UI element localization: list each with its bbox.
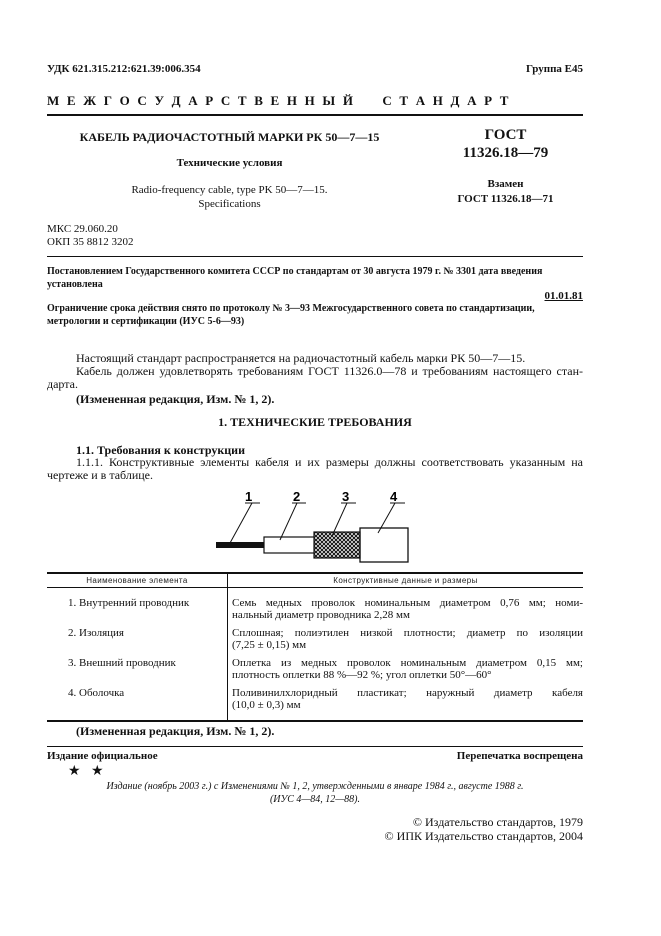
reprint-prohibited: Перепечатка воспрещена	[456, 750, 583, 762]
insulation-shape	[264, 537, 314, 553]
limitation-text: Ограничение срока действия снято по протоколу № 3—93 Межгосударственного совета по стандартизации,	[47, 303, 535, 314]
label-insulation: 2	[293, 489, 301, 504]
introduction-date: 01.01.81	[544, 290, 583, 302]
banner-rule	[47, 114, 583, 116]
limitation-text-end: метрологии и сертификации (ИУС 5-6—93)	[47, 316, 245, 327]
udk-code: УДК 621.315.212:621.39:006.354	[47, 63, 201, 75]
footer-rule	[47, 746, 583, 747]
table-bottom-rule	[47, 720, 583, 722]
label-jacket: 4	[390, 489, 398, 504]
table-row-3-line2: плотность оплетки 88 %—92 %; угол оплетки 50°—60°	[232, 669, 492, 681]
decree-text: Постановлением Государственного комитета СССР по стандартам от 30 августа 1979 г. № 3301 дата введения	[47, 266, 543, 277]
table-top-rule	[47, 572, 583, 574]
decree-text-end: установлена	[47, 279, 103, 290]
gost-number: 11326.18—79	[462, 145, 549, 161]
table-row-4-line2: (10,0 ± 0,3) мм	[232, 699, 301, 711]
edition-note: Издание (ноябрь 2003 г.) с Изменениями № 1, 2, утвержденными в январе 1984 г., августе 1988 г.	[106, 781, 524, 792]
mks-code: МКС 29.060.20	[47, 223, 118, 235]
copyright-2004: © ИПК Издательство стандартов, 2004	[384, 829, 583, 843]
table-row-2-line2: (7,25 ± 0,15) мм	[232, 639, 307, 651]
table-row-4-name: 4. Оболочка	[68, 687, 125, 699]
scope-paragraph: Настоящий стандарт распространяется на радиочастотный кабель марки РК 50—7—15.	[76, 351, 526, 365]
edition-note-ius: (ИУС 4—84, 12—88).	[269, 794, 361, 805]
standard-banner: М Е Ж Г О С У Д А Р С Т В Е Н Н Ы Й С Т А Н Д А Р Т	[47, 93, 511, 108]
document-title: КАБЕЛЬ РАДИОЧАСТОТНЫЙ МАРКИ РК 50—7—15	[79, 130, 380, 144]
table-row-1-line2: нальный диаметр проводника 2,28 мм	[232, 609, 410, 621]
cable-drawing	[200, 488, 430, 563]
table-row-3-name: 3. Внешний проводник	[68, 657, 176, 669]
copyright-1979: © Издательство стандартов, 1979	[412, 815, 583, 829]
section-heading: 1. ТЕХНИЧЕСКИЕ ТРЕБОВАНИЯ	[218, 415, 412, 429]
label-braid: 3	[342, 489, 350, 504]
clause-text: 1.1.1. Конструктивные элементы кабеля и их размеры должны соответствовать указанным на	[76, 455, 583, 469]
table-row-2-line1: Сплошная; полиэтилен низкой плотности; диаметр по изоляции	[232, 627, 583, 639]
table-row-3-line1: Оплетка из медных проволок номинальным диаметром 0,15 мм;	[232, 657, 583, 669]
table-row-2-name: 2. Изоляция	[68, 627, 124, 639]
codes-rule	[47, 256, 583, 257]
star-icons: ★ ★	[68, 763, 107, 779]
okp-code: ОКП 35 8812 3202	[47, 236, 134, 248]
replaces-number: ГОСТ 11326.18—71	[457, 193, 554, 205]
group-code: Группа Е45	[525, 63, 583, 75]
table-header-element: Наименование элемента	[86, 576, 188, 585]
table-header-rule	[47, 587, 583, 588]
amendment-note-2: (Измененная редакция, Изм. № 1, 2).	[76, 724, 275, 738]
official-edition: Издание официальное	[47, 750, 158, 762]
jacket-shape	[360, 528, 408, 562]
label-conductor: 1	[245, 489, 253, 504]
table-header-data: Конструктивные данные и размеры	[333, 576, 478, 585]
conductor-shape	[216, 542, 264, 548]
requirement-paragraph: Кабель должен удовлетворять требованиям ГОСТ 11326.0—78 и требованиям настоящего стан-	[76, 364, 583, 378]
clause-heading: 1.1. Требования к конструкции	[76, 443, 246, 457]
table-row-4-line1: Поливинилхлоридный пластикат; наружный диаметр кабеля	[232, 687, 583, 699]
english-title: Radio-frequency cable, type PK 50—7—15.	[131, 184, 328, 196]
braid-shape	[314, 532, 360, 558]
english-subtitle: Specifications	[198, 198, 261, 210]
table-row-1-line1: Семь медных проволок номинальным диаметром 0,76 мм; номи-	[232, 597, 583, 609]
document-subtitle: Технические условия	[176, 157, 283, 169]
replaces-label: Взамен	[487, 178, 524, 190]
table-row-1-name: 1. Внутренний проводник	[68, 597, 190, 609]
amendment-note: (Измененная редакция, Изм. № 1, 2).	[76, 392, 275, 406]
gost-label: ГОСТ	[484, 127, 527, 143]
clause-text-end: чертеже и в таблице.	[47, 468, 154, 482]
table-column-rule	[227, 572, 228, 720]
requirement-paragraph-end: дарта.	[47, 377, 78, 391]
